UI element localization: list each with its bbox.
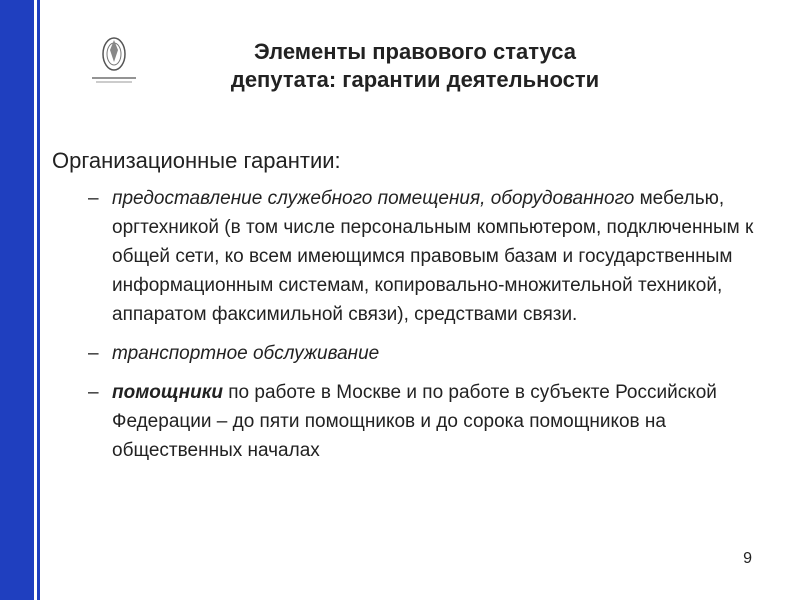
dash-bullet: – bbox=[88, 382, 99, 403]
emblem-icon bbox=[86, 32, 142, 88]
title-line-1: Элементы правового статуса bbox=[254, 39, 576, 64]
left-accent-bar bbox=[0, 0, 34, 600]
item-italic-text: транспортное обслуживание bbox=[112, 343, 380, 364]
list-item bbox=[52, 184, 762, 329]
left-accent-line bbox=[37, 0, 40, 600]
dash-bullet: – bbox=[88, 343, 99, 364]
slide-title bbox=[180, 38, 650, 94]
page-number: 9 bbox=[743, 550, 752, 567]
dash-bullet: – bbox=[88, 188, 99, 209]
guarantees-list bbox=[52, 184, 762, 475]
subheading: Организационные гарантии: bbox=[52, 148, 341, 173]
item-text: мебелью, оргтехникой (в том числе персональным компьютером, подключенным к общей сети, ко всем имеющимся правовым базам и государственным информационным системам, копировально-множительной техникой, аппаратом факсимильной связи), средствами связи. bbox=[112, 188, 754, 325]
title-line-2: депутата: гарантии деятельности bbox=[230, 67, 600, 92]
list-item bbox=[52, 339, 762, 368]
item-text: по работе в Москве и по работе в субъекте Российской Федерации – до пяти помощников и до сорока помощников на общественных началах bbox=[112, 382, 717, 461]
item-italic-text: предоставление служебного помещения, оборудованного bbox=[112, 188, 635, 209]
list-item bbox=[52, 378, 762, 465]
item-bold-italic-text: помощники bbox=[112, 382, 223, 403]
